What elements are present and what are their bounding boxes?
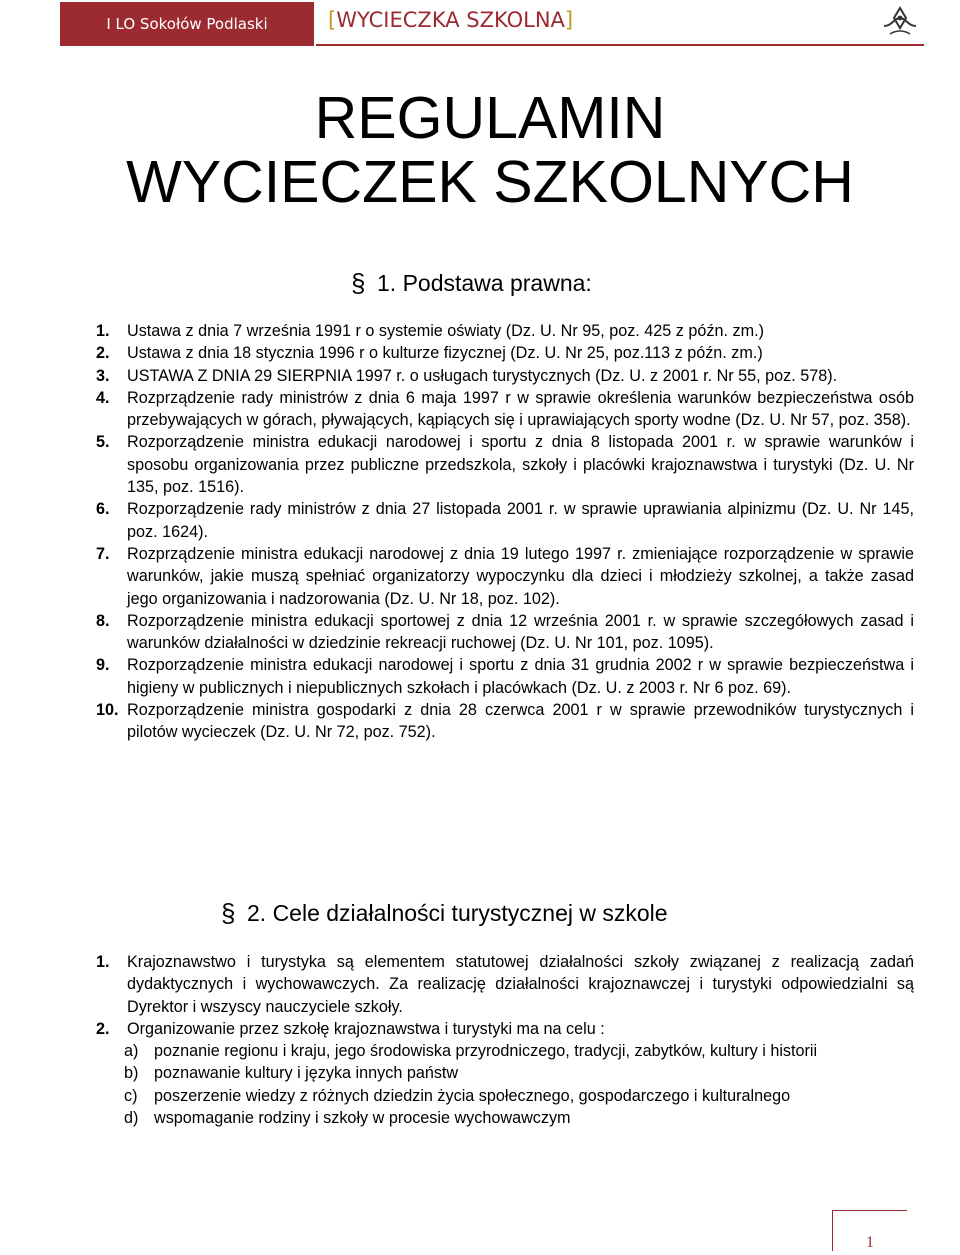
list-item — [96, 951, 914, 1018]
item-text: poznanie regionu i kraju, jego środowiska przyrodniczego, tradycji, zabytków, kultury i historii — [154, 1042, 818, 1061]
item-text: USTAWA Z DNIA 29 SIERPNIA 1997 r. o usługach turystycznych (Dz. U. z 2001 r. Nr 55, poz. 578). — [127, 366, 838, 385]
list-item — [96, 431, 914, 498]
item-text: Rozporządzenie ministra edukacji sportowej z dnia 12 września 2001 r. w sprawie szczegółowych zasad i warunków działalności w dziedzinie rekreacji ruchowej (Dz. U. Nr 101, poz. 1095). — [127, 611, 914, 653]
bracket-open: [ — [328, 8, 337, 32]
item-text: Ustawa z dnia 18 stycznia 1996 r o kulturze fizycznej (Dz. U. Nr 25, poz.113 z późn. zm.) — [127, 344, 763, 363]
list-item — [96, 365, 914, 387]
title-line-1: REGULAMIN — [314, 85, 666, 151]
list-item — [96, 342, 914, 364]
item-number: 10. — [96, 701, 119, 720]
section-1-heading-text: 1. Podstawa prawna: — [377, 270, 592, 296]
item-number: 5. — [96, 433, 110, 452]
sub-list-item — [96, 1107, 914, 1129]
item-letter: d) — [124, 1109, 139, 1128]
item-text: Ustawa z dnia 7 września 1991 r o systemie oświaty (Dz. U. Nr 95, poz. 425 z późn. zm.) — [127, 322, 764, 340]
header-rule — [316, 44, 924, 46]
item-number: 2. — [96, 1019, 110, 1038]
item-number: 6. — [96, 500, 110, 519]
item-number: 1. — [96, 322, 110, 340]
bracket-close: ] — [564, 8, 574, 32]
school-name-banner — [60, 2, 314, 46]
sub-list-item — [96, 1040, 914, 1062]
item-text: Rozporządzenie ministra edukacji narodowej i sportu z dnia 8 listopada 2001 r. w sprawie warunków i sposobu organizowania przez publiczne przedszkola, szkoły i placówki krajoznawstwa i turystyki (Dz. U. Nr 135, poz. 1516). — [127, 433, 914, 497]
list-item — [96, 320, 914, 342]
item-number: 4. — [96, 388, 110, 407]
list-item — [96, 498, 914, 543]
document-header-title — [328, 8, 573, 32]
list-item — [96, 543, 914, 610]
section-sign: § — [221, 898, 236, 928]
item-letter: a) — [124, 1042, 139, 1061]
list-item — [96, 610, 914, 655]
title-line-2: WYCIECZEK SZKOLNYCH — [126, 149, 854, 215]
item-text: Organizowanie przez szkołę krajoznawstwa i turystyki ma na celu : — [127, 1019, 605, 1038]
section-2-heading — [221, 898, 668, 929]
ornament-logo-icon — [880, 4, 920, 40]
document-title — [90, 86, 890, 214]
item-text: Rozprządzenie rady ministrów z dnia 6 maja 1997 r w sprawie określenia warunków bezpieczeństwa osób przebywających w górach, pływających, kąpiących się i uprawiających sporty wodne (Dz. U. Nr 57, poz. 358). — [127, 388, 914, 430]
item-text: Rozporządzenie ministra edukacji narodowej i sportu z dnia 31 grudnia 2002 r w sprawie bezpieczeństwa i higieny w publicznych i niepublicznych szkołach i placówkach (Dz. U. z 2003 r. Nr 6 poz. 69). — [127, 656, 914, 697]
item-number: 9. — [96, 656, 110, 675]
item-number: 2. — [96, 344, 110, 363]
sub-list-item — [96, 1062, 914, 1084]
list-item — [96, 654, 914, 699]
school-name: I LO Sokołów Podlaski — [106, 15, 268, 33]
item-number: 3. — [96, 366, 110, 385]
item-number: 7. — [96, 544, 110, 563]
item-text: wspomaganie rodziny i szkoły w procesie wychowawczym — [154, 1109, 571, 1128]
sub-list-item — [96, 1085, 914, 1107]
item-text: poszerzenie wiedzy z różnych dziedzin życia społecznego, gospodarczego i kulturalnego — [154, 1086, 791, 1105]
item-letter: b) — [124, 1064, 139, 1083]
section-2-heading-text: 2. Cele działalności turystycznej w szkole — [247, 900, 668, 926]
sub-list-container — [96, 1040, 914, 1129]
page-number: 1 — [866, 1234, 874, 1251]
item-text: Rozporządzenie rady ministrów z dnia 27 listopada 2001 r. w sprawie uprawiania alpinizmu (Dz. U. Nr 145, poz. 1624). — [127, 500, 914, 541]
item-number: 1. — [96, 953, 110, 971]
item-number: 8. — [96, 611, 110, 630]
goals-list — [96, 951, 914, 1129]
item-letter: c) — [124, 1086, 138, 1105]
list-item — [96, 699, 914, 744]
section-sign: § — [351, 268, 366, 298]
item-text: Krajoznawstwo i turystyka są elementem statutowej działalności szkoły związanej z realizacją zadań dydaktycznych i wychowawczych. Za realizację działalności krajoznawczej i turystyki odpowiedzialni są Dyrektor i wszyscy nauczyciele szkoły. — [127, 953, 914, 1016]
item-text: poznawanie kultury i języka innych państw — [154, 1064, 459, 1083]
goals-sub-list — [96, 1040, 914, 1129]
item-text: Rozporządzenie ministra gospodarki z dnia 28 czerwca 2001 r w sprawie przewodników turystycznych i pilotów wycieczek (Dz. U. Nr 72, poz. 752). — [127, 701, 914, 742]
list-item — [96, 1018, 914, 1040]
list-item — [96, 387, 914, 432]
item-text: Rozprządzenie ministra edukacji narodowej z dnia 19 lutego 1997 r. zmieniające rozporządzenie w sprawie warunków, jakie muszą spełniać organizatorzy wypoczynku dla dzieci i młodzieży szkolnej, a także zasad jego organizowania i nadzorowania (Dz. U. Nr 18, poz. 102). — [127, 544, 914, 608]
section-1-heading — [351, 268, 592, 299]
legal-basis-list — [96, 320, 914, 744]
header-title-text: WYCIECZKA SZKOLNA — [336, 8, 565, 32]
